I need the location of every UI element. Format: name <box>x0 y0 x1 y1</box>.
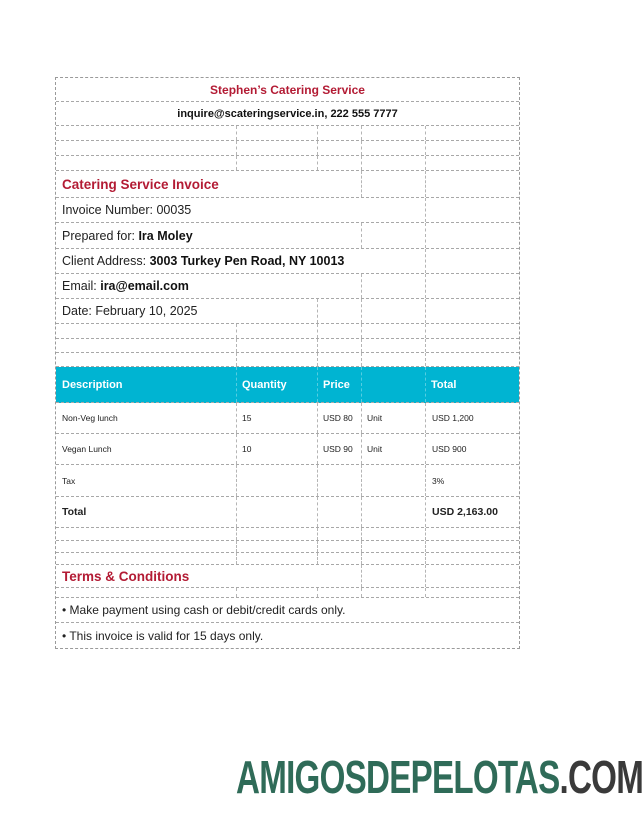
total-row <box>56 497 519 528</box>
table-header-row <box>56 367 519 403</box>
total-value: USD 2,163.00 <box>432 506 498 518</box>
spacer-row <box>56 541 519 553</box>
invoice-sheet <box>55 77 520 649</box>
header-total: Total <box>431 378 457 391</box>
contact-row <box>56 102 519 126</box>
table-row <box>56 403 519 434</box>
header-price: Price <box>323 378 350 391</box>
table-row <box>56 465 519 497</box>
client-email-label: Email: <box>62 279 97 293</box>
client-address-value: 3003 Turkey Pen Road, NY 10013 <box>149 254 345 268</box>
terms-title-row <box>56 565 519 588</box>
cell-description: Non-Veg lunch <box>62 413 118 423</box>
email-row <box>56 274 519 299</box>
client-email <box>62 274 189 298</box>
cell-quantity: 15 <box>242 413 252 423</box>
invoice-number-row <box>56 198 519 223</box>
invoice-number: Invoice Number: 00035 <box>62 203 192 217</box>
spacer-row <box>56 528 519 541</box>
prepared-for-row <box>56 223 519 249</box>
terms-item-row <box>56 598 519 623</box>
cell-unit: Unit <box>367 413 383 423</box>
spacer-row <box>56 553 519 565</box>
spacer-row <box>56 339 519 353</box>
cell-total: USD 900 <box>432 444 467 454</box>
logo-text-main: AMIGOSDEPELOTAS <box>236 751 560 803</box>
total-label: Total <box>62 506 87 518</box>
date-row <box>56 299 519 324</box>
spacer-row <box>56 126 519 141</box>
invoice-title-row <box>56 171 519 198</box>
table-row <box>56 434 519 465</box>
terms-item: • This invoice is valid for 15 days only. <box>62 628 264 643</box>
client-address-row <box>56 249 519 274</box>
invoice-date: Date: February 10, 2025 <box>62 304 198 318</box>
company-row <box>56 78 519 102</box>
logo-text-domain: .COM <box>559 751 643 803</box>
prepared-for-value: Ira Moley <box>138 228 193 243</box>
cell-price: USD 80 <box>323 413 353 423</box>
header-description: Description <box>62 378 123 391</box>
invoice-title: Catering Service Invoice <box>62 176 219 192</box>
spacer-row <box>56 156 519 171</box>
cell-unit: Unit <box>367 444 383 454</box>
cell-description: Tax <box>62 475 76 486</box>
cell-quantity: 10 <box>242 444 252 454</box>
cell-description: Vegan Lunch <box>62 444 112 454</box>
client-address <box>62 249 344 273</box>
spacer-row <box>56 324 519 339</box>
cell-total: USD 1,200 <box>432 413 474 423</box>
header-quantity: Quantity <box>242 378 287 391</box>
client-email-value: ira@email.com <box>100 279 189 293</box>
client-address-label: Client Address: <box>62 254 147 268</box>
prepared-for <box>62 223 193 248</box>
terms-title: Terms & Conditions <box>62 568 190 584</box>
terms-item-row <box>56 623 519 648</box>
company-name: Stephen’s Catering Service <box>210 82 365 97</box>
cell-total: 3% <box>432 475 445 486</box>
company-contact: inquire@scateringservice.in, 222 555 7777 <box>177 107 398 120</box>
site-logo <box>236 751 643 803</box>
prepared-for-label: Prepared for: <box>62 228 135 243</box>
terms-item: • Make payment using cash or debit/credit cards only. <box>62 603 346 617</box>
spacer-row <box>56 353 519 367</box>
spacer-row <box>56 141 519 156</box>
spacer-row <box>56 588 519 598</box>
cell-price: USD 90 <box>323 444 353 454</box>
